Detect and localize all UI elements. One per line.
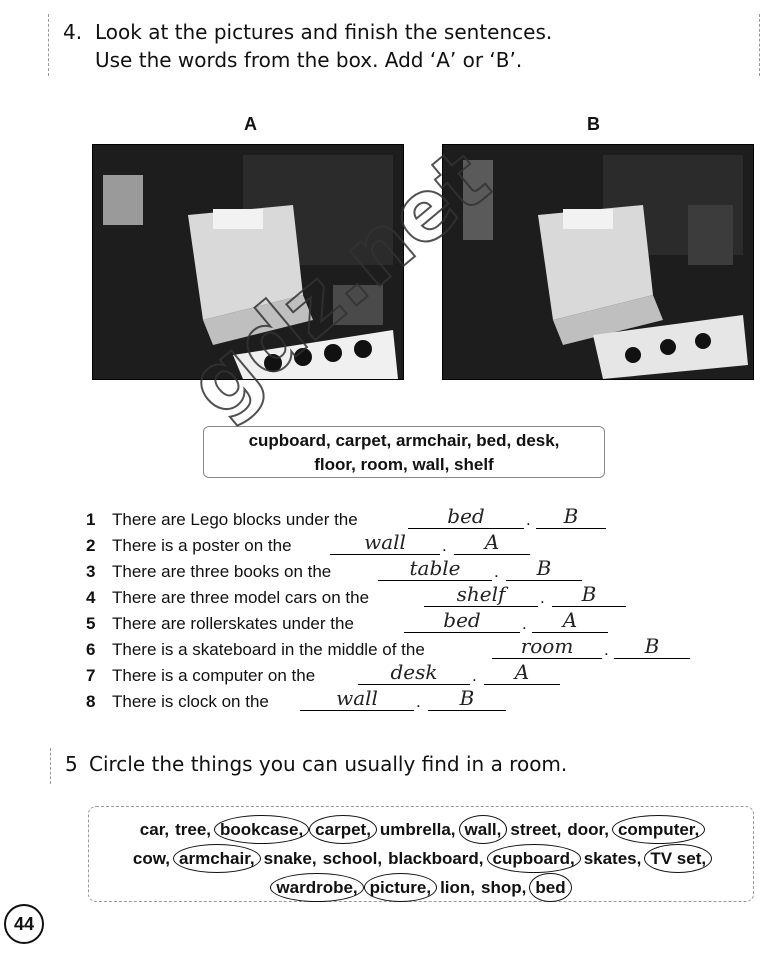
answer-letter-field[interactable]: A [532, 610, 608, 633]
answer-word-field[interactable]: bed [404, 610, 520, 633]
sentence-row-6 [86, 636, 706, 662]
word-item-circled[interactable]: picture, [364, 873, 437, 902]
instruction-line-1: Look at the pictures and finish the sentences. [95, 20, 553, 44]
answer-letter-field[interactable]: A [454, 532, 530, 555]
period: . [472, 666, 477, 685]
sentence-row-4 [86, 584, 706, 610]
word-item-circled[interactable]: bookcase, [214, 815, 309, 844]
period: . [604, 640, 609, 659]
sentence-number: 6 [86, 640, 96, 659]
sentence-text: There are three books on the [112, 562, 332, 581]
picture-a-bedroom [92, 144, 404, 380]
sentence-number: 3 [86, 562, 96, 581]
word-item[interactable]: shop, [481, 878, 527, 897]
word-item[interactable]: skates, [583, 849, 642, 868]
sentence-text: There is clock on the [112, 692, 269, 711]
answer-word-field[interactable]: wall [300, 688, 414, 711]
answer-word-field[interactable]: shelf [424, 584, 538, 607]
answer-word-field[interactable]: room [492, 636, 602, 659]
sentence-row-1 [86, 506, 706, 532]
word-box-line-2: floor, room, wall, shelf [314, 455, 494, 474]
sentence-text: There are rollerskates under the [112, 614, 354, 633]
circle-word-box [88, 806, 754, 902]
answer-letter-field[interactable]: A [484, 662, 560, 685]
sentence-number: 8 [86, 692, 96, 711]
answer-word-field[interactable]: table [378, 558, 492, 581]
word-box [203, 426, 605, 478]
sentence-number: 4 [86, 588, 96, 607]
exercise-5-header [50, 748, 751, 784]
word-item-circled[interactable]: wardrobe, [270, 873, 363, 902]
word-item[interactable]: snake, [263, 849, 317, 868]
word-item[interactable]: door, [567, 820, 609, 839]
exercise-number: 5 [65, 752, 78, 776]
sentence-text: There is a computer on the [112, 666, 316, 685]
sentence-number: 2 [86, 536, 96, 555]
sentence-row-3 [86, 558, 706, 584]
answer-letter-field[interactable]: B [614, 636, 690, 659]
word-item[interactable]: tree, [175, 820, 212, 839]
period: . [540, 588, 545, 607]
word-item[interactable]: lion, [440, 878, 476, 897]
sentence-row-8 [86, 688, 706, 714]
picture-label-a: A [244, 114, 257, 134]
sentence-list [86, 506, 706, 714]
answer-letter-field[interactable]: B [428, 688, 506, 711]
sentence-row-5 [86, 610, 706, 636]
word-item-circled[interactable]: TV set, [644, 844, 712, 873]
exercise-number: 4. [63, 20, 83, 44]
period: . [526, 510, 531, 529]
word-item[interactable]: school, [322, 849, 383, 868]
answer-letter-field[interactable]: B [536, 506, 606, 529]
picture-label-b: B [587, 114, 600, 134]
exercise-4-header [48, 14, 760, 76]
sentence-number: 1 [86, 510, 96, 529]
word-item[interactable]: blackboard, [388, 849, 484, 868]
sentence-row-2 [86, 532, 706, 558]
picture-b-bedroom [442, 144, 754, 380]
period: . [416, 692, 421, 711]
period: . [494, 562, 499, 581]
answer-letter-field[interactable]: B [506, 558, 582, 581]
word-item-circled[interactable]: computer, [612, 815, 705, 844]
word-item-circled[interactable]: cupboard, [487, 844, 581, 873]
exercise-5-instruction: Circle the things you can usually find in a room. [89, 752, 568, 776]
sentence-number: 5 [86, 614, 96, 633]
sentence-text: There are three model cars on the [112, 588, 370, 607]
word-box-line-1: cupboard, carpet, armchair, bed, desk, [248, 431, 560, 450]
word-item-circled[interactable]: armchair, [173, 844, 261, 873]
word-item-circled[interactable]: bed [529, 873, 571, 902]
word-item[interactable]: cow, [132, 849, 171, 868]
word-item[interactable]: street, [510, 820, 562, 839]
period: . [442, 536, 447, 555]
word-item[interactable]: car, [139, 820, 170, 839]
answer-word-field[interactable]: wall [330, 532, 440, 555]
answer-letter-field[interactable]: B [552, 584, 626, 607]
instruction-line-2: Use the words from the box. Add ‘A’ or ‘B’. [95, 48, 523, 72]
sentence-text: There is a poster on the [112, 536, 292, 555]
answer-word-field[interactable]: desk [358, 662, 470, 685]
sentence-number: 7 [86, 666, 96, 685]
word-item-circled[interactable]: wall, [459, 815, 508, 844]
page-number: 44 [4, 904, 44, 944]
period: . [522, 614, 527, 633]
answer-word-field[interactable]: bed [408, 506, 524, 529]
word-item-circled[interactable]: carpet, [309, 815, 377, 844]
word-item[interactable]: umbrella, [379, 820, 456, 839]
sentence-text: There is a skateboard in the middle of the [112, 640, 425, 659]
sentence-row-7 [86, 662, 706, 688]
sentence-text: There are Lego blocks under the [112, 510, 358, 529]
